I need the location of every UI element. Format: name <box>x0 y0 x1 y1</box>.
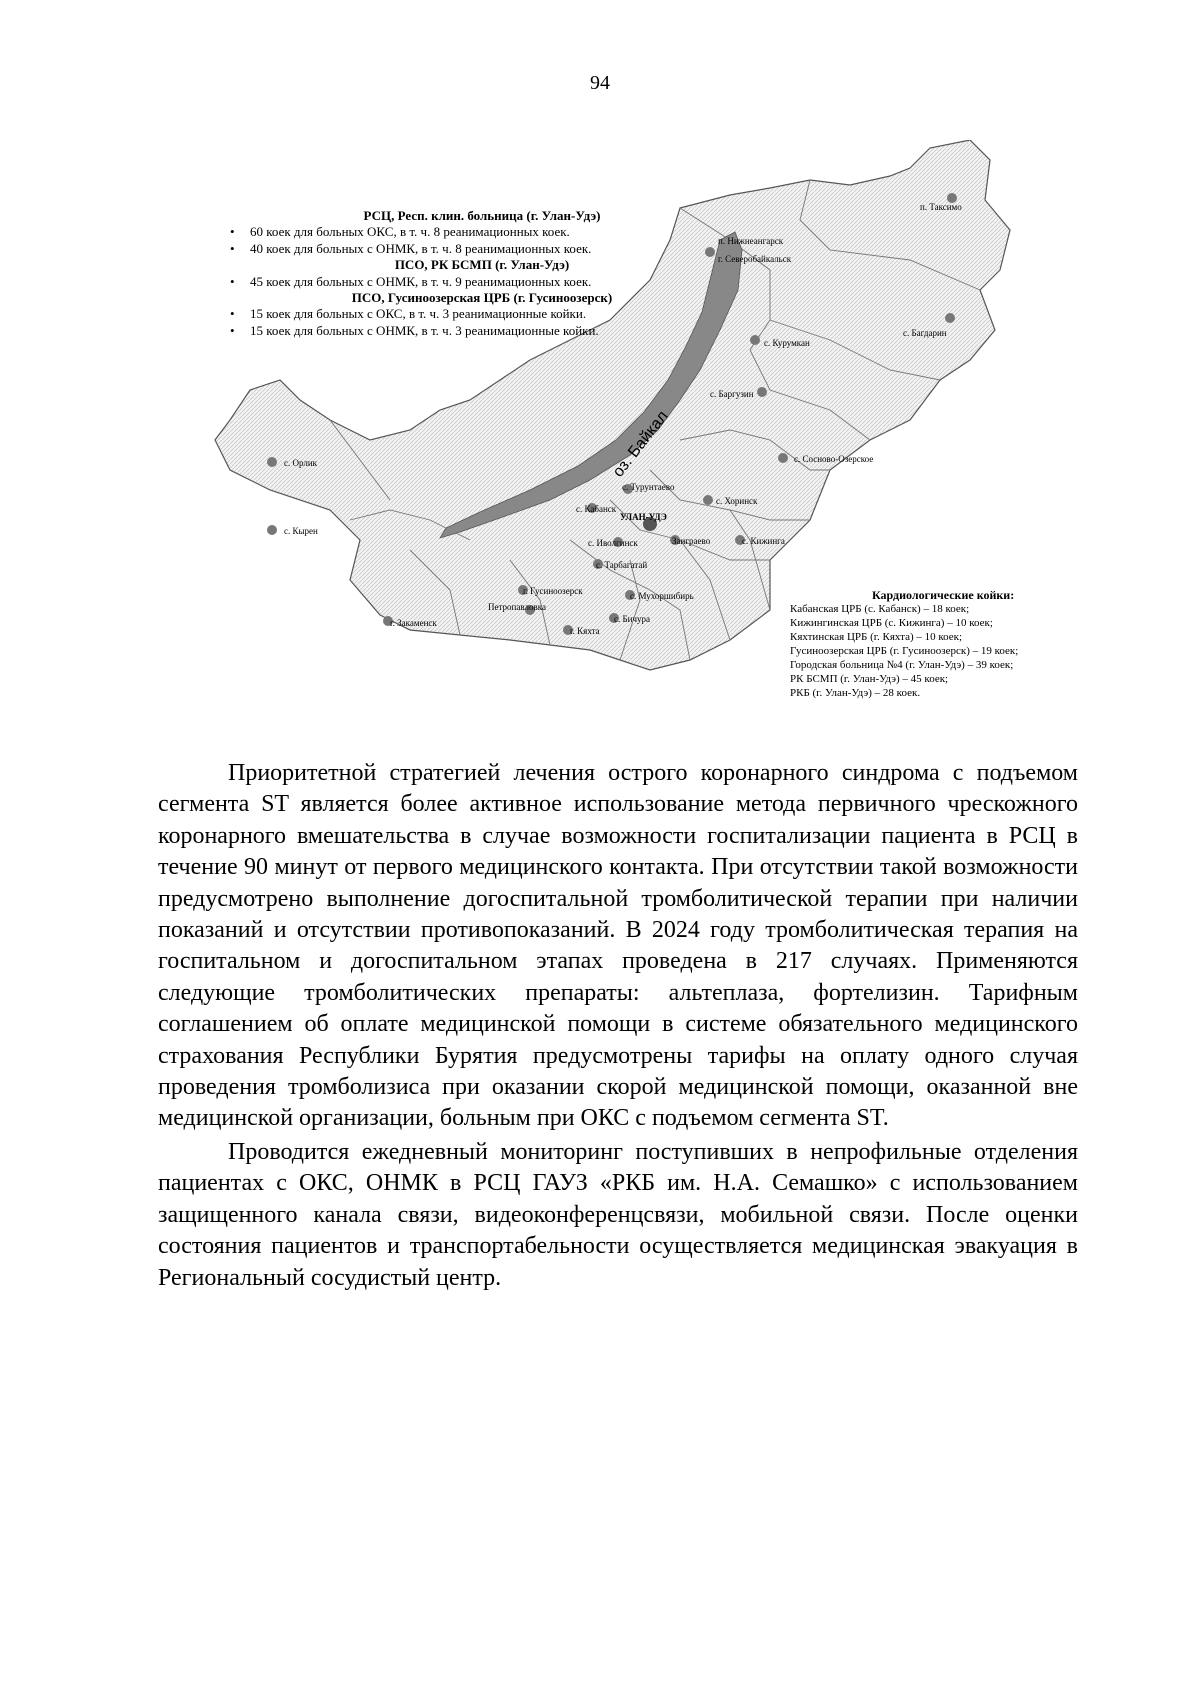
town-marker <box>267 525 277 535</box>
town-label-severobaikalsk: г. Северобайкальск <box>718 254 792 264</box>
legend-vascular-centers <box>222 208 742 339</box>
town-label-kurumkan: с. Курумкан <box>764 338 810 348</box>
town-label-taksimo: п. Таксимо <box>920 202 962 212</box>
legend-title: Кардиологические койки: <box>872 588 1015 602</box>
town-label-gusinoozersk: г. Гусиноозерск <box>523 586 583 596</box>
body-text <box>158 758 1078 1294</box>
legend-group-list <box>222 224 742 257</box>
town-label-nizhneangarsk: п. Нижнеангарск <box>718 236 784 246</box>
town-label-orlik: с. Орлик <box>284 458 318 468</box>
page-number: 94 <box>590 72 610 94</box>
town-label-kabansk: с. Кабанск <box>576 504 617 514</box>
town-marker <box>267 457 277 467</box>
legend-group-title: РСЦ, Респ. клин. больница (г. Улан-Удэ) <box>363 208 601 223</box>
town-label-bichura: с. Бичура <box>614 614 650 624</box>
paragraph: Проводится ежедневный мониторинг поступивших в непрофильные отделения пациентах с ОКС, ОНМК в РСЦ ГАУЗ «РКБ им. Н.А. Семашко» с использованием защищенного канала связи, видеоконференцсвязи, мобильной связи. После оценки состояния пациентов и транспортабельности осуществляется медицинская эвакуация в Региональный сосудистый центр. <box>158 1138 1078 1291</box>
town-label-turuntaevo: с. Турунтаево <box>622 482 675 492</box>
legend-group-list <box>222 306 742 339</box>
town-marker <box>757 387 767 397</box>
legend-item: • 40 коек для больных с ОНМК, в т. ч. 8 реанимационных коек. <box>222 241 742 257</box>
town-label-mukhorshibir: с. Мухоршибирь <box>630 591 694 601</box>
legend-item: • 60 коек для больных ОКС, в т. ч. 8 реанимационных коек. <box>222 224 742 240</box>
legend-item: Гусиноозерская ЦРБ (г. Гусиноозерск) – 19 коек; <box>790 645 1019 657</box>
town-label-bagdarin: с. Багдарин <box>903 328 947 338</box>
legend-item: Городская больница №4 (г. Улан-Удэ) – 39 коек; <box>790 659 1014 671</box>
legend-cardiology-beds <box>790 588 1110 700</box>
legend-item: • 15 коек для больных с ОНМК, в т. ч. 3 реанимационные койки. <box>222 323 742 339</box>
town-label-kizhinga: с. Кижинга <box>742 536 785 546</box>
town-label-barguzin: с. Баргузин <box>710 389 754 399</box>
lake-label: оз. Байкал <box>609 407 672 481</box>
legend-group-list <box>222 274 742 290</box>
legend-item: Кабанская ЦРБ (с. Кабанск) – 18 коек; <box>790 603 970 615</box>
town-label-zaigraevo: Заиграево <box>672 536 711 546</box>
legend-item: РК БСМП (г. Улан-Удэ) – 45 коек; <box>790 673 949 685</box>
town-label-ulan-ude: УЛАН-УДЭ <box>620 512 667 522</box>
legend-item: • 45 коек для больных с ОНМК, в т. ч. 9 реанимационных коек. <box>222 274 742 290</box>
town-marker <box>778 453 788 463</box>
town-marker <box>750 335 760 345</box>
legend-item: Кижингинская ЦРБ (с. Кижинга) – 10 коек; <box>790 617 993 629</box>
legend-item: • 15 коек для больных с ОКС, в т. ч. 3 реанимационные койки. <box>222 306 742 322</box>
legend-item: Кяхтинская ЦРБ (г. Кяхта) – 10 коек; <box>790 631 963 643</box>
town-label-sosnovo: с. Сосново-Озерское <box>794 454 874 464</box>
town-label-khorinsk: с. Хоринск <box>716 496 758 506</box>
town-label-kyren: с. Кырен <box>284 526 318 536</box>
paragraph: Приоритетной стратегией лечения острого коронарного синдрома с подъемом сегмента ST является более активное использование метода первичного чрескожного коронарного вмешательства в случае возможности госпитализации пациента в РСЦ в течение 90 минут от первого медицинского контакта. При отсутствии такой возможности предусмотрено выполнение догоспитальной тромболитической терапии при наличии показаний и отсутствии противопоказаний. В 2024 году тромболитическая терапия на госпитальном и догоспитальном этапах проведена в 217 случаях. Применяются следующие тромболитических препараты: альтеплаза, фортелизин. Тарифным соглашением об оплате медицинской помощи в системе обязательного медицинского страхования Республики Бурятия предусмотрены тарифы на оплату одного случая проведения тромболизиса при оказании скорой медицинской помощи, оказанной вне медицинской организации, больным при ОКС с подъемом сегмента ST. <box>158 760 1078 1132</box>
town-label-kyakhta: г. Кяхта <box>570 626 600 636</box>
town-marker <box>703 495 713 505</box>
town-label-tarbagatai: с. Тарбагатай <box>596 560 648 570</box>
legend-group-title: ПСО, РК БСМП (г. Улан-Удэ) <box>394 257 570 273</box>
legend-item: РКБ (г. Улан-Удэ) – 28 коек. <box>790 687 921 699</box>
town-marker <box>945 313 955 323</box>
town-label-petropavlovka: Петропавловка <box>488 602 546 612</box>
town-label-ilyinka: с. Иволгинск <box>588 538 638 548</box>
legend-group-title: ПСО, Гусиноозерская ЦРБ (г. Гусиноозерск) <box>351 290 613 306</box>
town-label-zakamensk: г. Закаменск <box>390 618 437 628</box>
